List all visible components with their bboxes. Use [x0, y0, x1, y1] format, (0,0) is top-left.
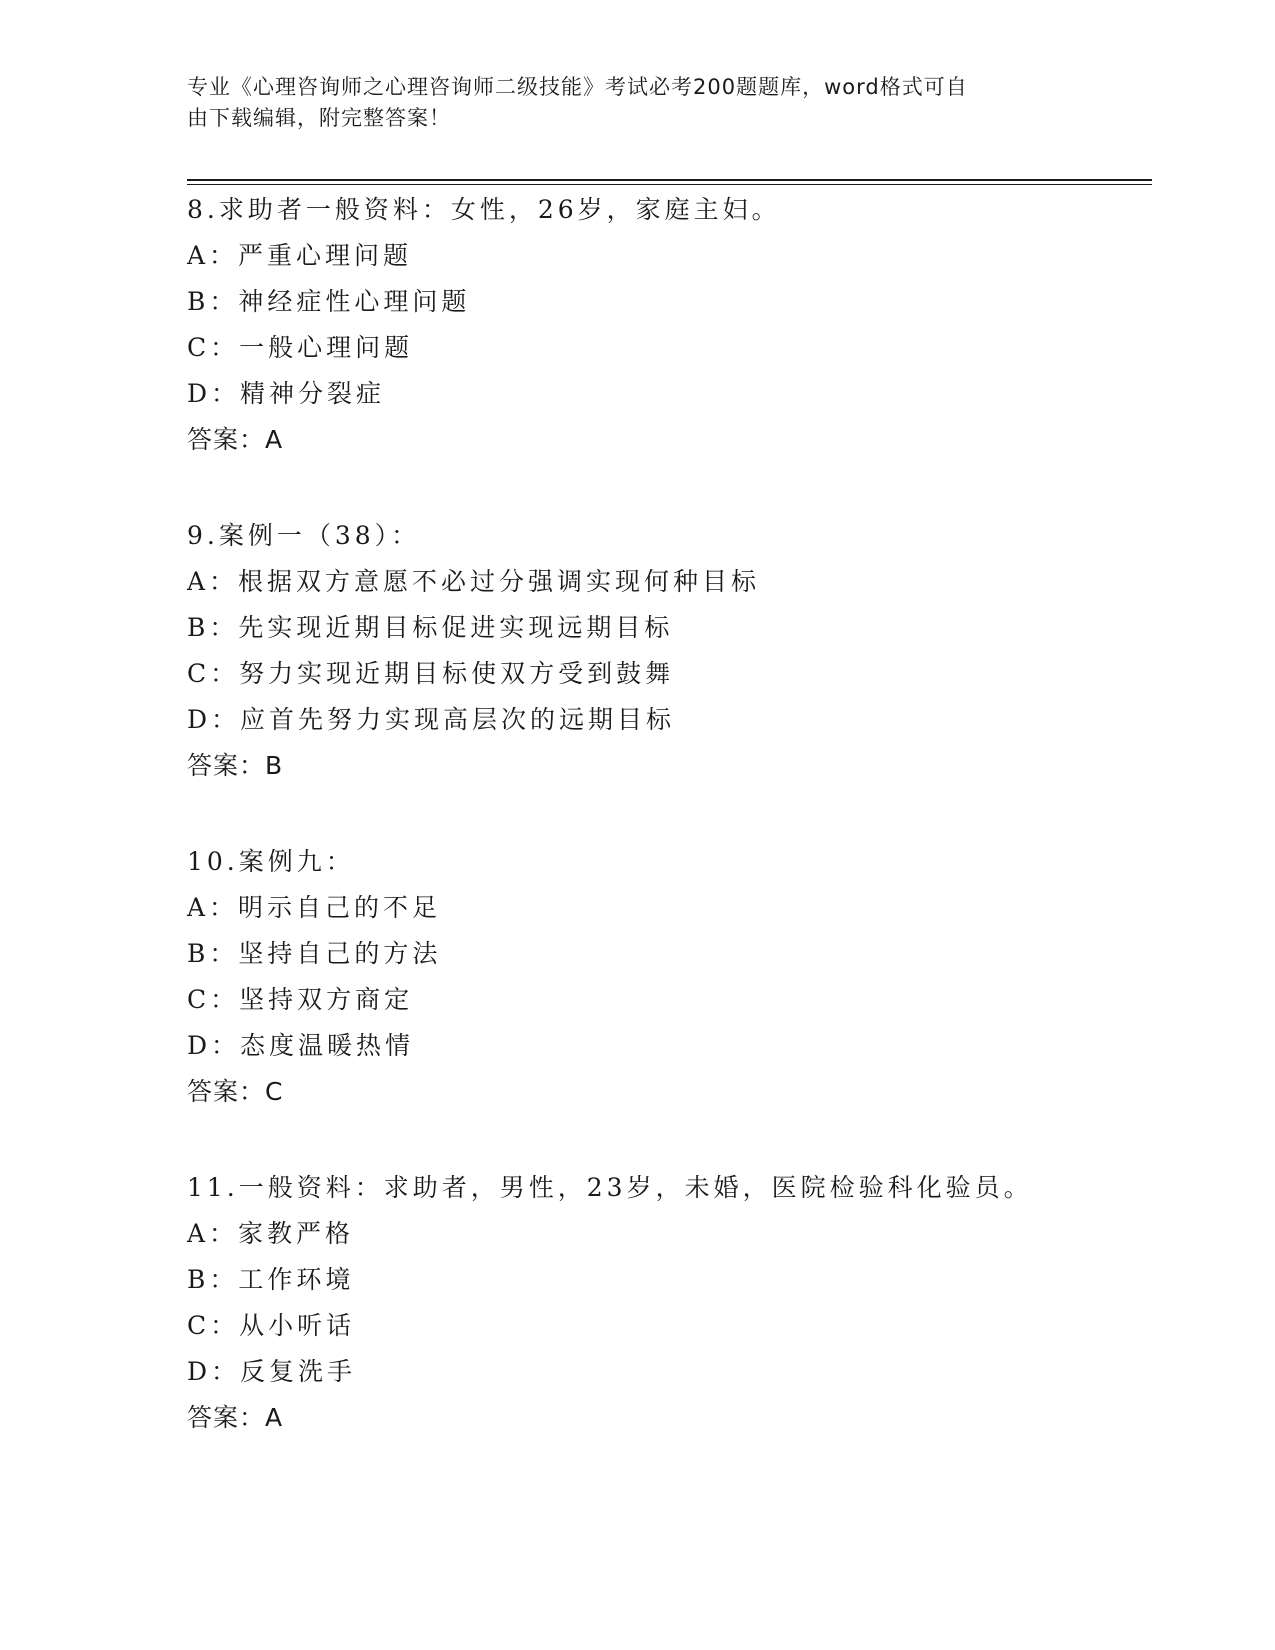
option-b: B：坚持自己的方法	[187, 939, 442, 968]
option-b: B：工作环境	[187, 1265, 355, 1294]
option-a: A：明示自己的不足	[187, 893, 442, 922]
option-c: C：努力实现近期目标使双方受到鼓舞	[187, 659, 675, 688]
option-d: D：应首先努力实现高层次的远期目标	[187, 705, 676, 734]
header-divider-thick	[187, 179, 1152, 181]
question-9	[187, 513, 1147, 789]
question-stem: 8.求助者一般资料：女性，26岁，家庭主妇。	[187, 195, 781, 224]
header-line-2: 由下载编辑，附完整答案！	[187, 106, 451, 130]
question-list	[187, 187, 1147, 1491]
answer-label: 答案：A	[187, 1403, 284, 1432]
option-a: A：家教严格	[187, 1219, 355, 1248]
question-11	[187, 1165, 1147, 1441]
option-b: B：神经症性心理问题	[187, 287, 471, 316]
question-stem: 11.一般资料：求助者，男性，23岁，未婚，医院检验科化验员。	[187, 1173, 1033, 1202]
answer-label: 答案：C	[187, 1077, 284, 1106]
option-d: D：态度温暖热情	[187, 1031, 415, 1060]
question-8	[187, 187, 1147, 463]
header-line-1: 专业《心理咨询师之心理咨询师二级技能》考试必考200题题库，word格式可自	[187, 75, 968, 99]
document-header	[187, 72, 1087, 134]
option-d: D：反复洗手	[187, 1357, 357, 1386]
option-b: B：先实现近期目标促进实现远期目标	[187, 613, 674, 642]
option-d: D：精神分裂症	[187, 379, 386, 408]
option-a: A：根据双方意愿不必过分强调实现何种目标	[187, 567, 761, 596]
question-stem: 9.案例一（38）：	[187, 521, 421, 550]
option-c: C：坚持双方商定	[187, 985, 414, 1014]
option-c: C：从小听话	[187, 1311, 356, 1340]
question-10	[187, 839, 1147, 1115]
answer-label: 答案：B	[187, 751, 284, 780]
header-divider-thin	[187, 184, 1152, 185]
question-stem: 10.案例九：	[187, 847, 355, 876]
answer-label: 答案：A	[187, 425, 284, 454]
option-c: C：一般心理问题	[187, 333, 414, 362]
option-a: A：严重心理问题	[187, 241, 413, 270]
